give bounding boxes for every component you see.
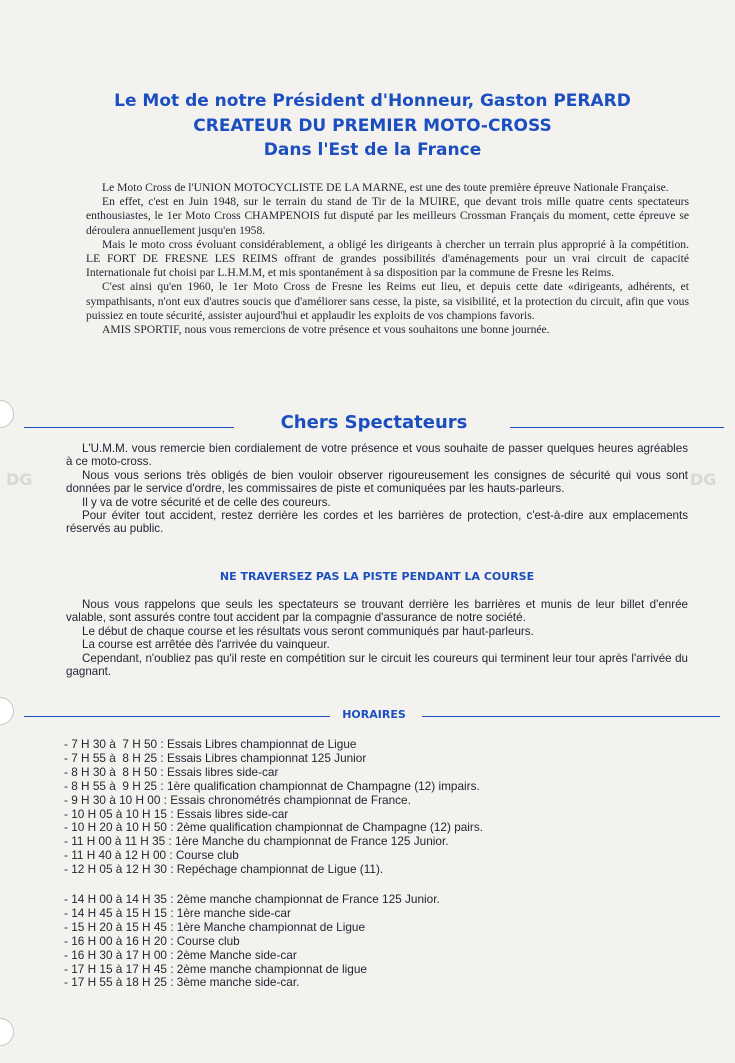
rules-paragraph: La course est arrêtée dès l'arrivée du vainqueur.	[82, 638, 330, 652]
schedule-row: - 14 H 45 à 15 H 15 : 1ère manche side-car	[64, 905, 291, 920]
rules-paragraph: Nous vous rappelons que seuls les spectateurs se trouvant derrière les barrières et munis de leur billet d'enrée valable, sont assurés contre tout accident par la compagnie d'assurance de notre société.	[66, 598, 688, 625]
spectators-paragraph: Il y va de votre sécurité et de celle des coureurs.	[82, 495, 331, 509]
schedule-morning	[64, 738, 483, 877]
insurance-rules	[66, 598, 688, 678]
schedule-row: - 11 H 40 à 12 H 00 : Course club	[64, 848, 239, 863]
schedule-row: - 7 H 30 à 7 H 50 : Essais Libres championnat de Ligue	[64, 737, 357, 751]
schedule-row: - 14 H 00 à 14 H 35 : 2ème manche championnat de France 125 Junior.	[64, 892, 440, 906]
spectators-heading-row	[24, 410, 724, 440]
schedule-row: - 12 H 05 à 12 H 30 : Repéchage championnat de Ligue (11).	[64, 862, 384, 877]
schedule-row: - 16 H 30 à 17 H 00 : 2ème Manche side-car	[64, 947, 297, 962]
schedule-row: - 17 H 55 à 18 H 25 : 3ème manche side-car.	[64, 975, 300, 990]
schedule-heading-row	[24, 707, 724, 725]
spectators-paragraph: Pour éviter tout accident, restez derrière les cordes et les barrières de protection, c'est-à-dire aux emplacements réservés au public.	[66, 509, 688, 536]
spectators-text	[66, 442, 688, 536]
schedule-row: - 8 H 55 à 9 H 25 : 1ère qualification championnat de Champagne (12) impairs.	[64, 778, 480, 793]
schedule-row: - 8 H 30 à 8 H 50 : Essais libres side-car	[64, 764, 279, 779]
spectators-paragraph: L'U.M.M. vous remercie bien cordialement de votre présence et vous souhaite de passer quelques heures agréables à ce moto-cross.	[66, 442, 688, 469]
track-warning: NE TRAVERSEZ PAS LA PISTE PENDANT LA COURSE	[219, 570, 535, 583]
binder-hole-top	[0, 400, 14, 428]
title-line-2: CREATEUR DU PREMIER MOTO-CROSS	[193, 116, 552, 136]
intro-paragraph: En effet, c'est en Juin 1948, sur le terrain du stand de Tir de la MUIRE, que devant trois mille quatre cents spectateurs enthousiastes, le 1er Moto Cross CHAMPENOIS fut disputé par les meilleurs Crossman Français du moment, cette épreuve se déroulera annuellement jusqu'en 1958.	[86, 195, 689, 237]
schedule-row: - 10 H 20 à 10 H 50 : 2ème qualification championnat de Champagne (12) pairs.	[64, 820, 484, 835]
title-line-3: Dans l'Est de la France	[263, 140, 482, 160]
rules-paragraph: Le début de chaque course et les résultats vous seront communiqués par haut-parleurs.	[82, 624, 534, 638]
schedule-heading: HORAIRES	[342, 708, 406, 721]
schedule-row: - 10 H 05 à 10 H 15 : Essais libres side-car	[64, 806, 289, 821]
intro-paragraph: AMIS SPORTIF, nous vous remercions de votre présence et vous souhaitons une bonne journée.	[102, 323, 550, 337]
intro-paragraph: Le Moto Cross de l'UNION MOTOCYCLISTE DE LA MARNE, est une des toute première épreuve Nationale Française.	[102, 181, 669, 194]
watermark-left: DG	[6, 470, 33, 489]
binder-hole-middle	[0, 697, 14, 725]
president-message	[86, 181, 689, 337]
rules-paragraph: Cependant, n'oubliez pas qu'il reste en compétition sur le circuit les coureurs qui terminent leur tour après l'arrivée du gagnant.	[66, 651, 688, 679]
watermark-right: DG	[690, 470, 717, 489]
schedule-row: - 11 H 00 à 11 H 35 : 1ère Manche du championnat de France 125 Junior.	[64, 834, 449, 849]
page-title	[40, 88, 705, 162]
intro-paragraph: Mais le moto cross évoluant considérablement, a obligé les dirigeants à chercher un terrain plus approprié à la compétition. LE FORT DE FRESNE LES REIMS offrant de grandes possibilités d'aménagements pour un vrai circuit de capacité Internationale fut choisi par L.H.M.M, et mis spontanément à sa disposition par la commune de Fresne les Reims.	[86, 237, 689, 280]
schedule-row: - 9 H 30 à 10 H 00 : Essais chronométrés championnat de France.	[64, 792, 411, 807]
schedule-row: - 15 H 20 à 15 H 45 : 1ère Manche championnat de Ligue	[64, 919, 366, 934]
title-line-1: Le Mot de notre Président d'Honneur, Gaston PERARD	[114, 91, 631, 111]
spectators-heading: Chers Spectateurs	[280, 412, 468, 433]
schedule-row: - 16 H 00 à 16 H 20 : Course club	[64, 933, 240, 948]
spectators-paragraph: Nous vous serions très obligés de bien vouloir observer rigoureusement les consignes de sécurité qui vous sont données par le service d'ordre, les commissaires de piste et comuniquées par les hauts-parleurs.	[66, 468, 688, 496]
intro-paragraph: C'est ainsi qu'en 1960, le 1er Moto Cross de Fresne les Reims eut lieu, et depuis cette date «dirigeants, adhérents, et sympathisants, n'ont eux d'autres soucis que d'améliorer sans cesse, la piste, sa visibilité, et la protection du circuit, afin que vous puissiez en toute sécurité, assister aujourd'hui et applaudir les exploits de vos champions favoris.	[86, 280, 689, 322]
schedule-row: - 17 H 15 à 17 H 45 : 2ème manche championnat de ligue	[64, 961, 367, 976]
schedule-row: - 7 H 55 à 8 H 25 : Essais Libres championnat 125 Junior	[64, 750, 367, 765]
schedule-afternoon	[64, 893, 440, 990]
binder-hole-bottom	[0, 1018, 14, 1046]
